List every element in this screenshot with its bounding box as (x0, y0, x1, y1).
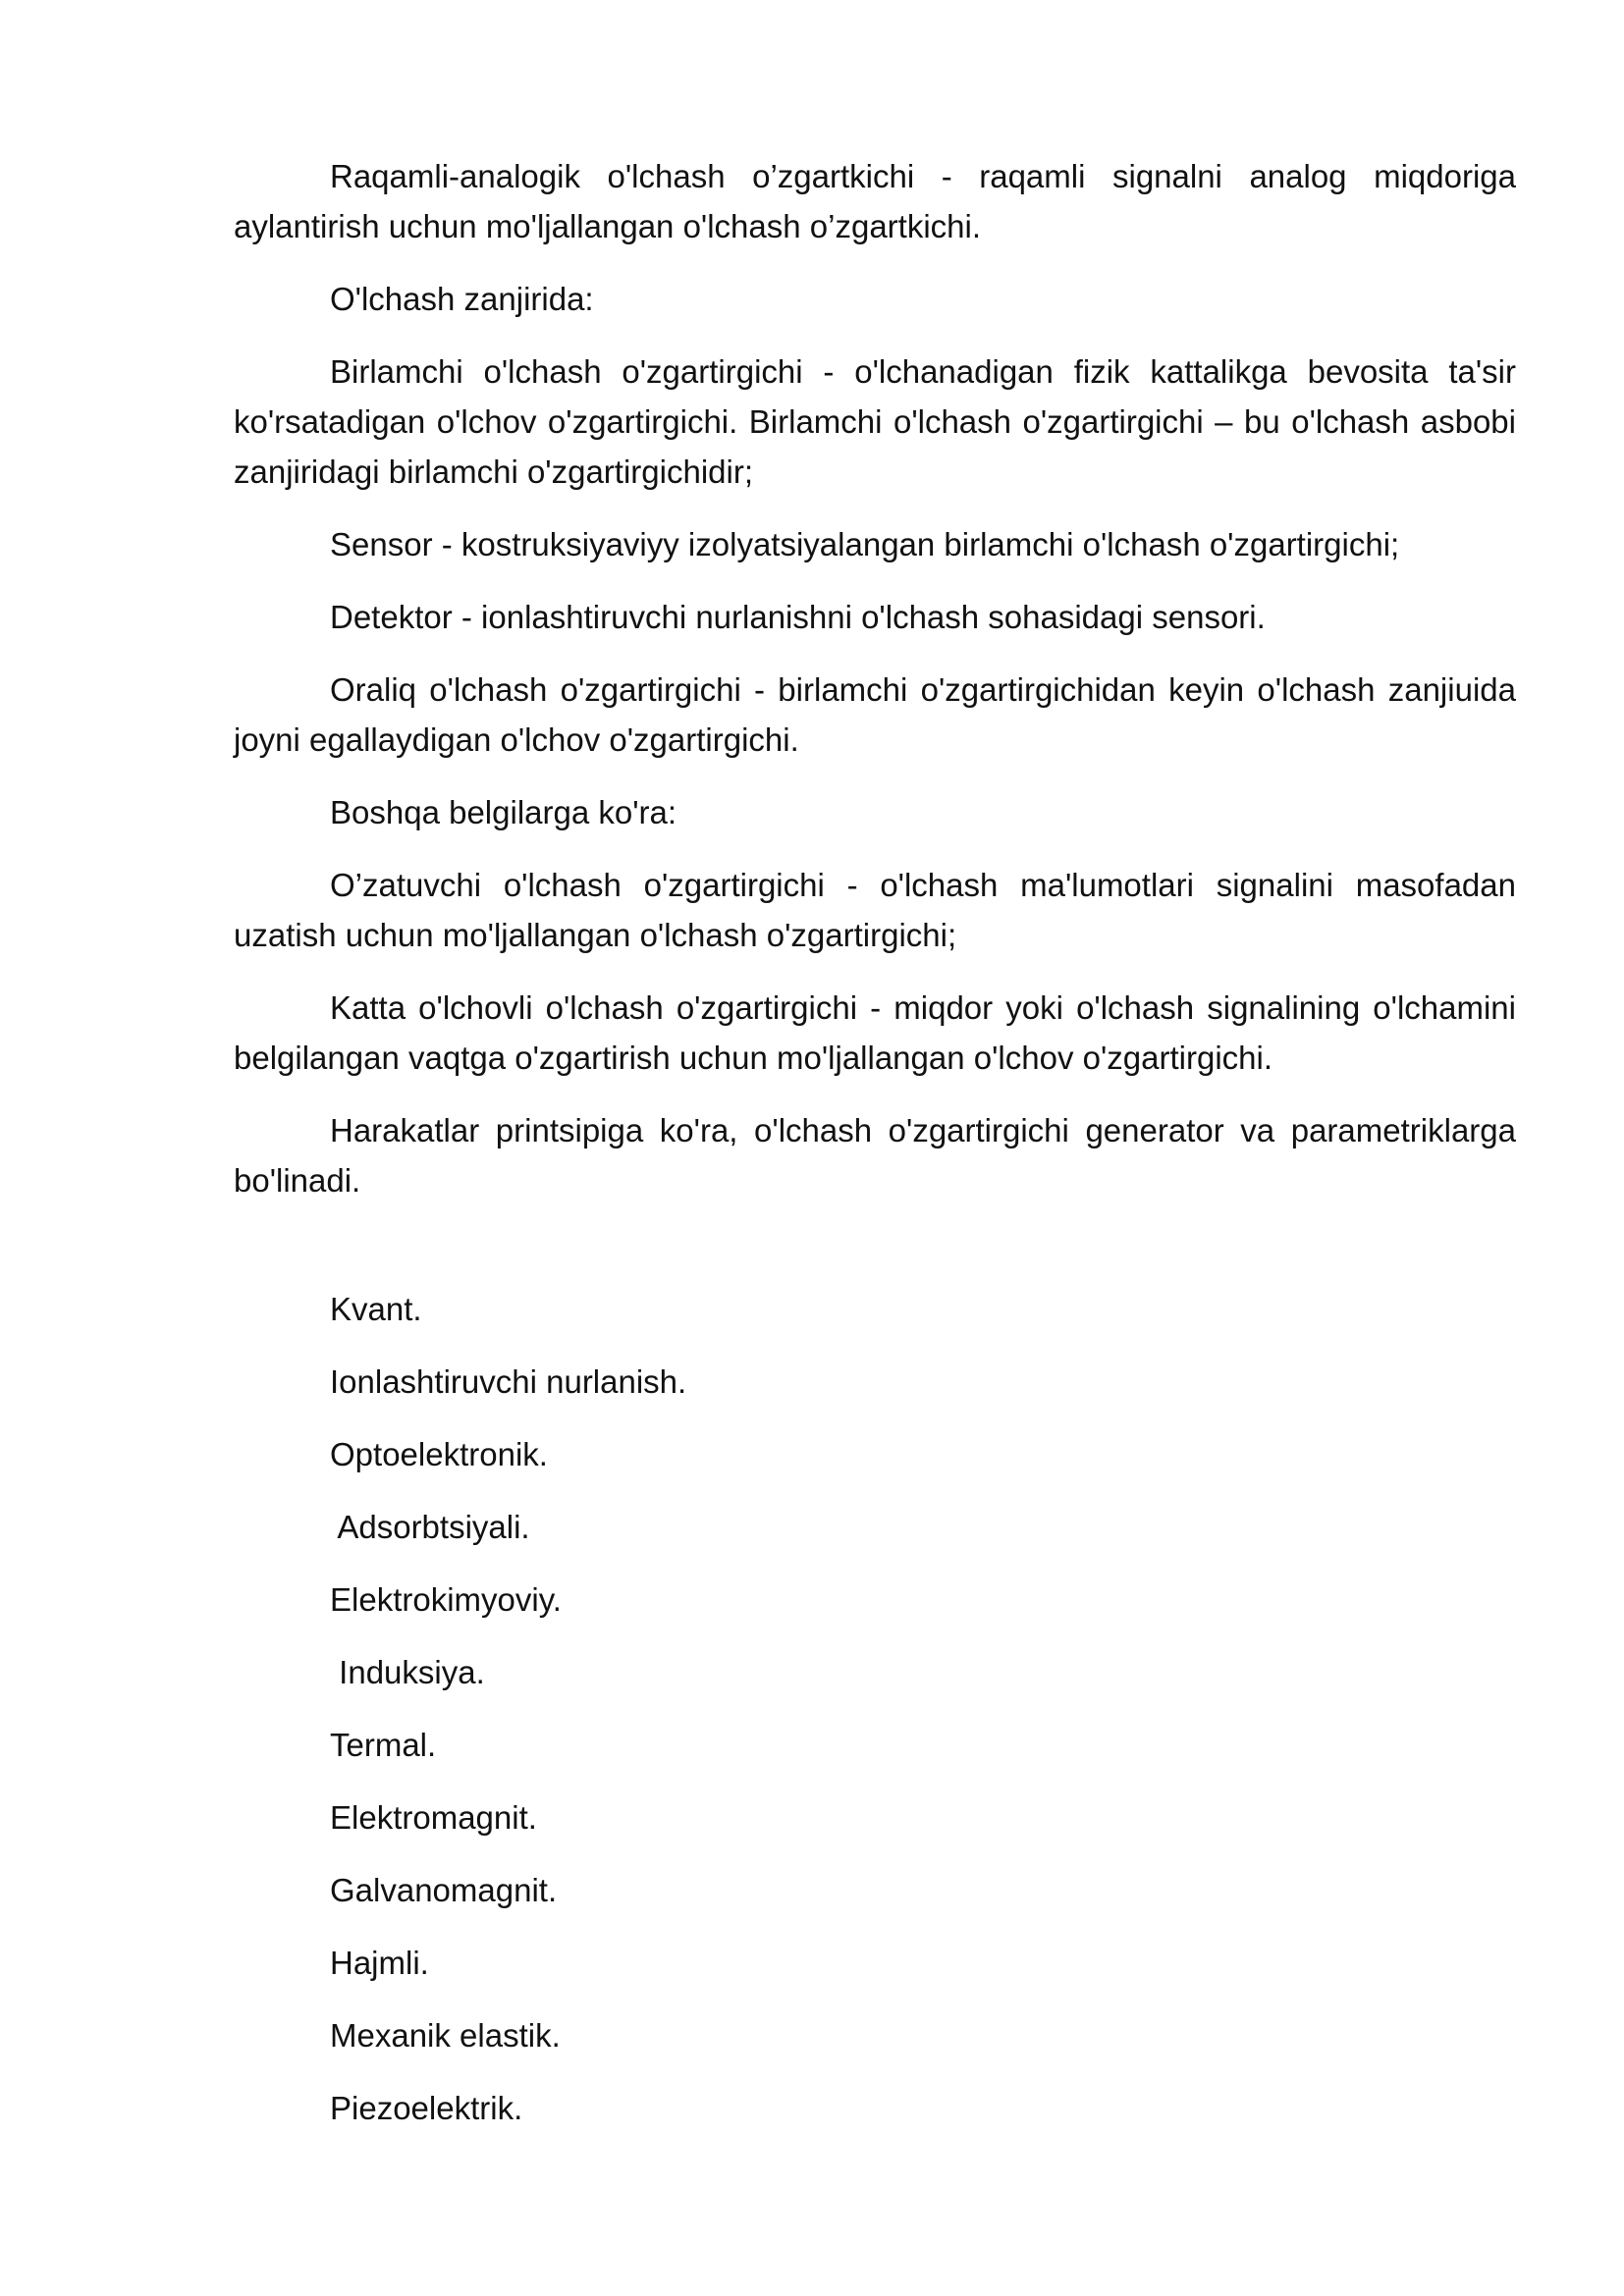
list-item: Piezoelektrik. (330, 2090, 523, 2126)
paragraph-transmitting-converter: O’zatuvchi o'lchash o'zgartirgichi - o'lchash ma'lumotlari signalini masofadan uzatish uchun mo'ljallangan o'lchash o'zgartirgichi; (234, 867, 1516, 953)
list-item: Elektromagnit. (330, 1799, 537, 1836)
paragraph-measurement-chain-heading: O'lchash zanjirida: (330, 281, 594, 317)
paragraph-operating-principle: Harakatlar printsipiga ko'ra, o'lchash o'zgartirgichi generator va parametriklarga bo'linadi. (234, 1112, 1516, 1199)
paragraph-detector: Detektor - ionlashtiruvchi nurlanishni o'lchash sohasidagi sensori. (330, 599, 1266, 635)
list-item: Termal. (330, 1727, 437, 1763)
list-item: Kvant. (330, 1291, 422, 1327)
paragraph-digital-analog-converter: Raqamli-analogik o'lchash o’zgartkichi - raqamli signalni analog miqdoriga aylantirish uchun mo'ljallangan o'lchash o’zgartkichi. (234, 158, 1516, 244)
paragraph-primary-converter: Birlamchi o'lchash o'zgartirgichi - o'lchanadigan fizik kattalikga bevosita ta'sir ko'rsatadigan o'lchov o'zgartirgichi. Birlamchi o'lchash o'zgartirgichi – bu o'lchash asbobi zanjiridagi birlamchi o'zgartirgichidir; (234, 353, 1516, 490)
list-item: Induksiya. (330, 1654, 485, 1690)
list-item: Galvanomagnit. (330, 1872, 558, 1908)
document-body (234, 151, 1516, 1228)
list-item: Ionlashtiruvchi nurlanish. (330, 1363, 687, 1400)
list-item: Optoelektronik. (330, 1436, 548, 1472)
converter-type-list (234, 1284, 1516, 2156)
paragraph-sensor: Sensor - kostruksiyaviyy izolyatsiyalangan birlamchi o'lchash o'zgartirgichi; (330, 526, 1400, 562)
list-item: Elektrokimyoviy. (330, 1581, 562, 1618)
paragraph-intermediate-converter: Oraliq o'lchash o'zgartirgichi - birlamchi o'zgartirgichidan keyin o'lchash zanjiuida joyni egallaydigan o'lchov o'zgartirgichi. (234, 671, 1516, 758)
list-item: Adsorbtsiyali. (330, 1509, 530, 1545)
paragraph-scale-converter: Katta o'lchovli o'lchash o'zgartirgichi - miqdor yoki o'lchash signalining o'lchamini belgilangan vaqtga o'zgartirish uchun mo'ljallangan o'lchov o'zgartirgichi. (234, 989, 1516, 1076)
paragraph-other-features-heading: Boshqa belgilarga ko'ra: (330, 794, 677, 830)
list-item: Mexanik elastik. (330, 2017, 561, 2054)
list-item: Hajmli. (330, 1945, 429, 1981)
